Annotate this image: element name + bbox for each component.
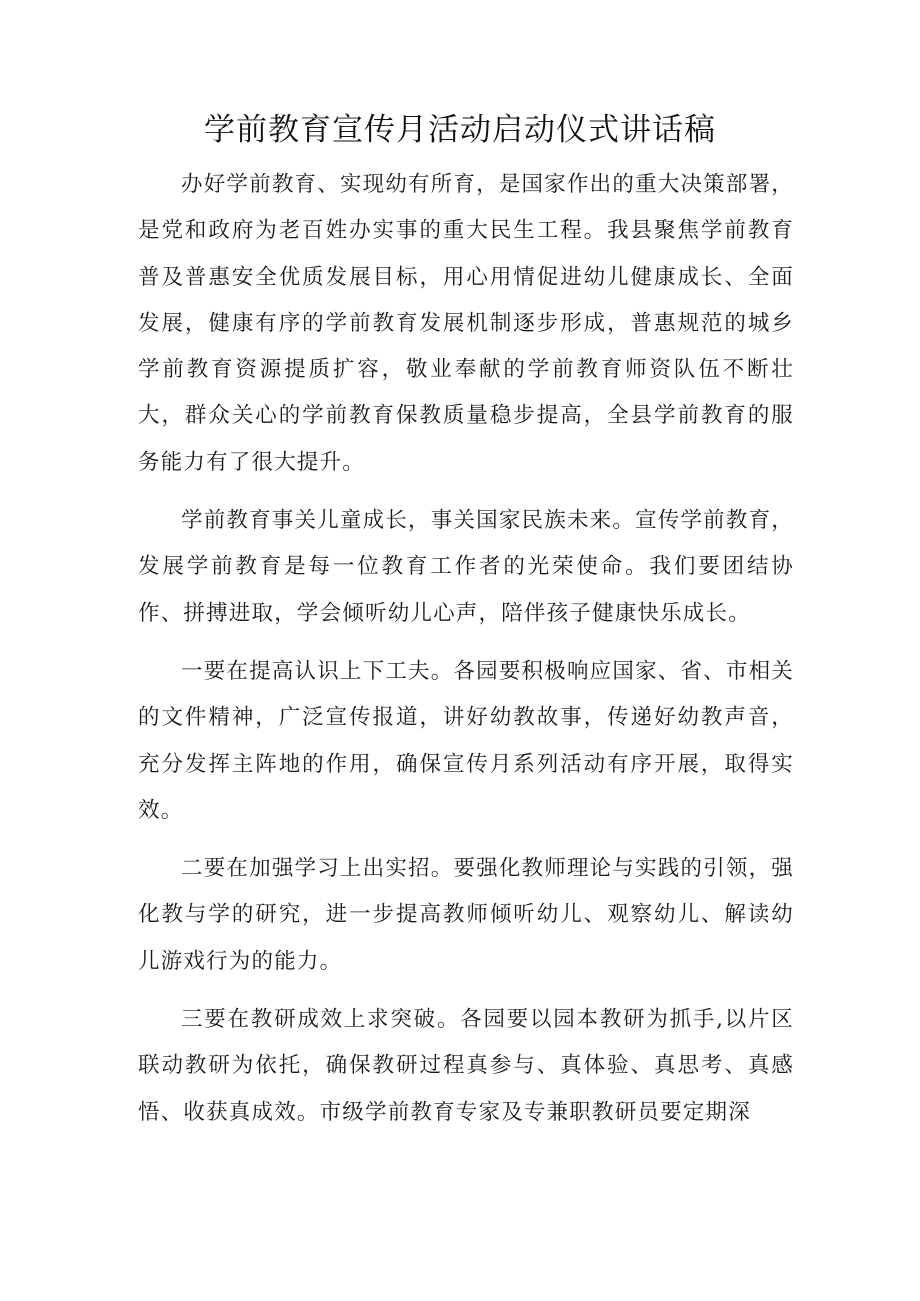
paragraph-4: 二要在加强学习上出实招。要强化教师理论与实践的引领，强化教与学的研究，进一步提高教师倾听幼儿、观察幼儿、解读幼儿游戏行为的能力。 [138, 856, 794, 974]
document-title: 学前教育宣传月活动启动仪式讲话稿 [204, 112, 716, 148]
paragraph-1: 办好学前教育、实现幼有所育，是国家作出的重大决策部署，是党和政府为老百姓办实事的重大民生工程。我县聚焦学前教育普及普惠安全优质发展目标，用心用情促进幼儿健康成长、全面发展，健康有序的学前教育发展机制逐步形成，普惠规范的城乡学前教育资源提质扩容，敬业奉献的学前教育师资队伍不断壮大，群众关心的学前教育保教质量稳步提高，全县学前教育的服务能力有了很大提升。 [138, 172, 794, 475]
document-body [138, 162, 794, 1136]
paragraph-3: 一要在提高认识上下工夫。各园要积极响应国家、省、市相关的文件精神，广泛宣传报道，讲好幼教故事，传递好幼教声音，充分发挥主阵地的作用，确保宣传月系列活动有序开展，取得实效。 [138, 658, 794, 823]
paragraph-2: 学前教育事关儿童成长，事关国家民族未来。宣传学前教育，发展学前教育是每一位教育工作者的光荣使命。我们要团结协作、拼搏进取，学会倾听幼儿心声，陪伴孩子健康快乐成长。 [138, 508, 794, 626]
paragraph-5: 三要在教研成效上求突破。各园要以园本教研为抓手,以片区联动教研为依托，确保教研过程真参与、真体验、真思考、真感悟、收获真成效。市级学前教育专家及专兼职教研员要定期深 [138, 1007, 794, 1125]
